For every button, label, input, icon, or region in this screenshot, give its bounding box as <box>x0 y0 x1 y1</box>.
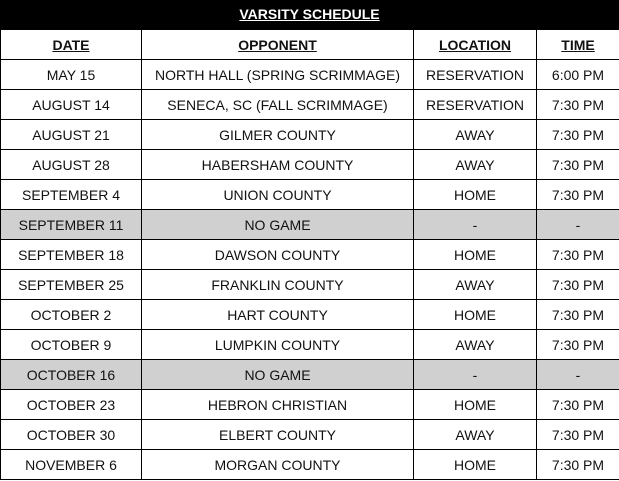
opponent-cell: FRANKLIN COUNTY <box>142 270 414 300</box>
schedule-body <box>1 60 619 480</box>
opponent-header: OPPONENT <box>142 30 414 60</box>
opponent-cell: HEBRON CHRISTIAN <box>142 390 414 420</box>
location-cell: - <box>414 360 537 390</box>
date-cell: OCTOBER 2 <box>1 300 142 330</box>
opponent-cell: NO GAME <box>142 210 414 240</box>
location-cell: HOME <box>414 390 537 420</box>
date-cell: OCTOBER 30 <box>1 420 142 450</box>
date-cell: MAY 15 <box>1 60 142 90</box>
time-cell: 7:30 PM <box>537 180 619 210</box>
schedule-title: VARSITY SCHEDULE <box>0 0 619 29</box>
opponent-cell: GILMER COUNTY <box>142 120 414 150</box>
date-cell: SEPTEMBER 11 <box>1 210 142 240</box>
location-cell: HOME <box>414 240 537 270</box>
table-row <box>1 60 619 90</box>
time-cell: 7:30 PM <box>537 390 619 420</box>
time-header: TIME <box>537 30 619 60</box>
table-row-no-game <box>1 210 619 240</box>
opponent-cell: HABERSHAM COUNTY <box>142 150 414 180</box>
time-cell: 7:30 PM <box>537 270 619 300</box>
location-cell: AWAY <box>414 150 537 180</box>
date-cell: SEPTEMBER 4 <box>1 180 142 210</box>
opponent-cell: UNION COUNTY <box>142 180 414 210</box>
date-cell: OCTOBER 9 <box>1 330 142 360</box>
table-row <box>1 300 619 330</box>
date-cell: NOVEMBER 6 <box>1 450 142 480</box>
time-cell: 7:30 PM <box>537 150 619 180</box>
table-row <box>1 180 619 210</box>
date-cell: AUGUST 28 <box>1 150 142 180</box>
opponent-cell: LUMPKIN COUNTY <box>142 330 414 360</box>
time-cell: 7:30 PM <box>537 330 619 360</box>
date-cell: SEPTEMBER 18 <box>1 240 142 270</box>
location-cell: - <box>414 210 537 240</box>
table-row <box>1 330 619 360</box>
date-cell: SEPTEMBER 25 <box>1 270 142 300</box>
opponent-cell: ELBERT COUNTY <box>142 420 414 450</box>
table-row <box>1 240 619 270</box>
location-cell: HOME <box>414 180 537 210</box>
time-cell: 7:30 PM <box>537 420 619 450</box>
time-cell: 6:00 PM <box>537 60 619 90</box>
location-cell: RESERVATION <box>414 60 537 90</box>
opponent-cell: SENECA, SC (FALL SCRIMMAGE) <box>142 90 414 120</box>
schedule-table <box>0 29 619 480</box>
location-cell: AWAY <box>414 420 537 450</box>
date-header: DATE <box>1 30 142 60</box>
time-cell: 7:30 PM <box>537 120 619 150</box>
time-cell: 7:30 PM <box>537 300 619 330</box>
table-row <box>1 150 619 180</box>
location-cell: AWAY <box>414 270 537 300</box>
table-row-no-game <box>1 360 619 390</box>
time-cell: 7:30 PM <box>537 240 619 270</box>
opponent-cell: NORTH HALL (SPRING SCRIMMAGE) <box>142 60 414 90</box>
location-cell: RESERVATION <box>414 90 537 120</box>
location-cell: AWAY <box>414 120 537 150</box>
date-cell: OCTOBER 23 <box>1 390 142 420</box>
time-cell: 7:30 PM <box>537 450 619 480</box>
table-row <box>1 90 619 120</box>
date-cell: AUGUST 21 <box>1 120 142 150</box>
time-cell: - <box>537 210 619 240</box>
table-row <box>1 450 619 480</box>
table-row <box>1 390 619 420</box>
opponent-cell: HART COUNTY <box>142 300 414 330</box>
date-cell: AUGUST 14 <box>1 90 142 120</box>
table-row <box>1 420 619 450</box>
location-cell: AWAY <box>414 330 537 360</box>
location-cell: HOME <box>414 450 537 480</box>
table-row <box>1 270 619 300</box>
opponent-cell: DAWSON COUNTY <box>142 240 414 270</box>
header-row <box>1 30 619 60</box>
date-cell: OCTOBER 16 <box>1 360 142 390</box>
location-header: LOCATION <box>414 30 537 60</box>
table-row <box>1 120 619 150</box>
time-cell: 7:30 PM <box>537 90 619 120</box>
opponent-cell: NO GAME <box>142 360 414 390</box>
time-cell: - <box>537 360 619 390</box>
opponent-cell: MORGAN COUNTY <box>142 450 414 480</box>
location-cell: HOME <box>414 300 537 330</box>
